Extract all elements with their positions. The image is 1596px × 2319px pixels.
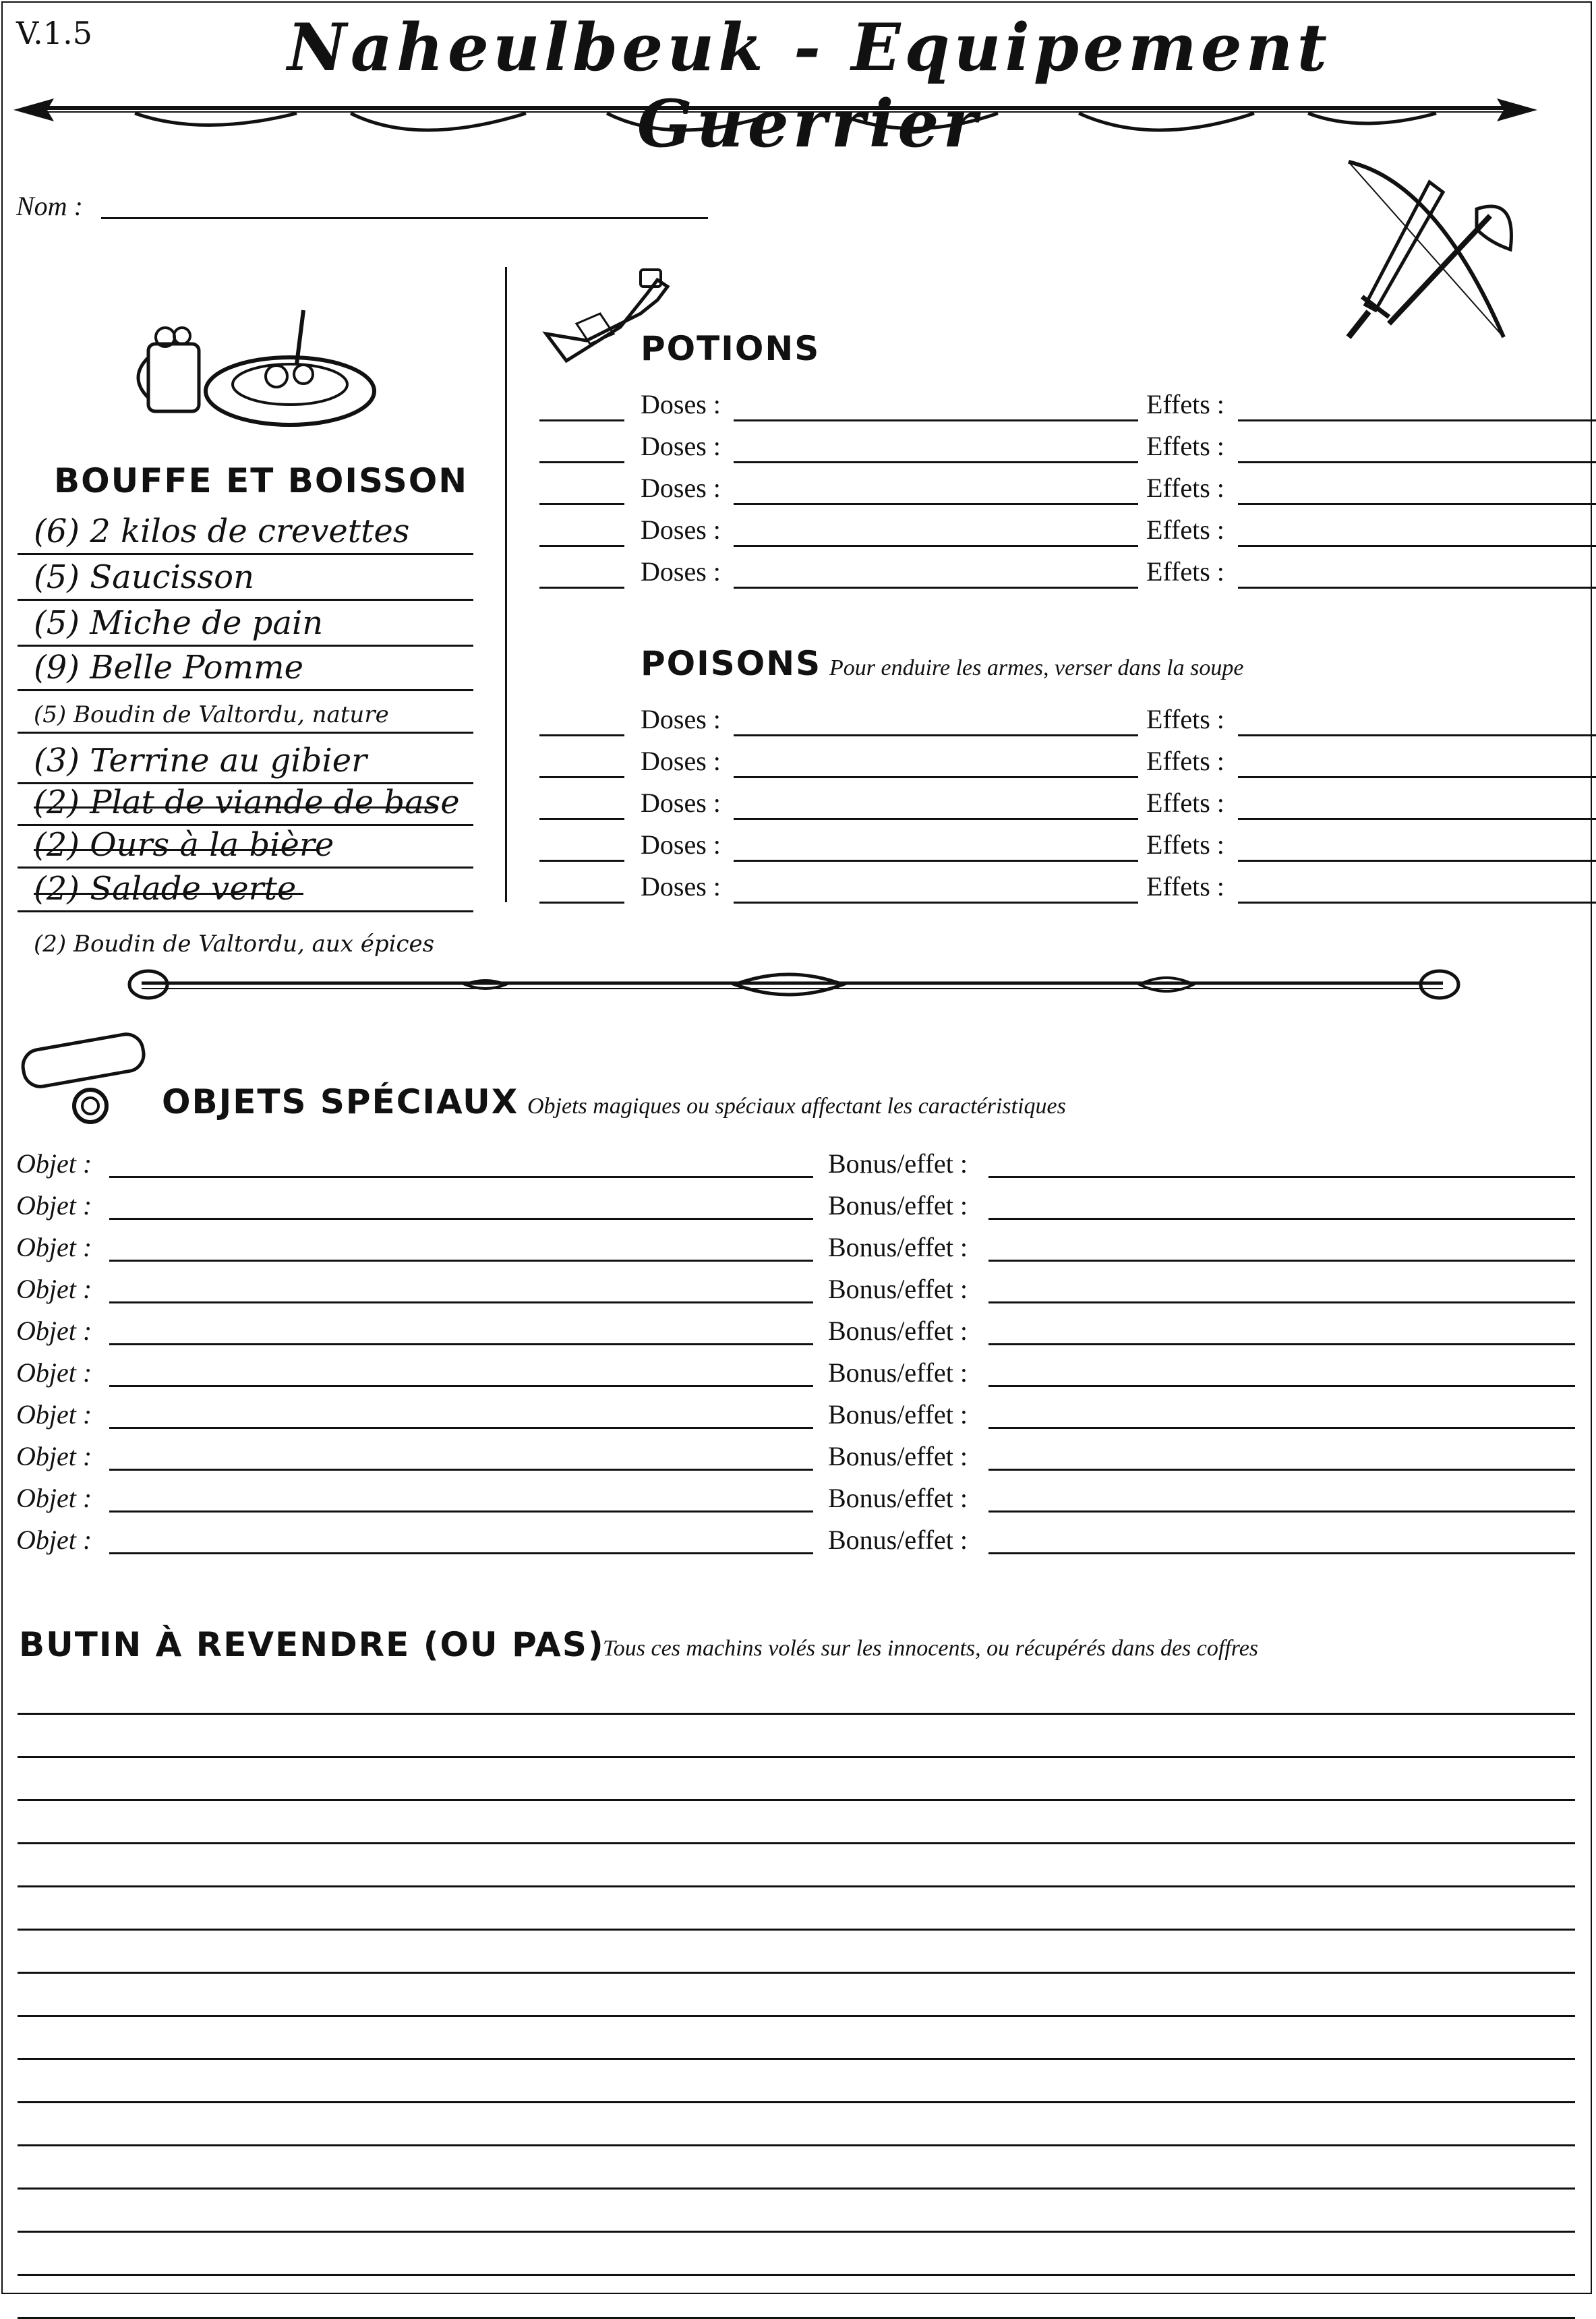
potions-qty-field[interactable] [539, 545, 624, 547]
bonus-label: Bonus/effet : [828, 1274, 968, 1304]
food-item: (2) Plat de viande de base [34, 784, 460, 821]
butin-line[interactable] [18, 2231, 1575, 2233]
doses-label: Doses : [641, 788, 721, 818]
poisons-doses-field[interactable] [734, 818, 1138, 820]
objet-field[interactable] [109, 1510, 813, 1513]
food-line [18, 732, 473, 734]
poisons-qty-field[interactable] [539, 902, 624, 904]
objet-field[interactable] [109, 1176, 813, 1178]
objet-label: Objet : [16, 1274, 92, 1304]
objet-field[interactable] [109, 1385, 813, 1387]
doses-label: Doses : [641, 515, 721, 545]
objet-field[interactable] [109, 1301, 813, 1303]
butin-line[interactable] [18, 1885, 1575, 1887]
effets-label: Effets : [1146, 473, 1224, 503]
poisons-doses-field[interactable] [734, 902, 1138, 904]
bonus-field[interactable] [988, 1260, 1575, 1262]
food-plate-icon [135, 303, 378, 432]
spear-divider-icon [13, 86, 1537, 147]
bonus-label: Bonus/effet : [828, 1399, 968, 1430]
bonus-label: Bonus/effet : [828, 1190, 968, 1221]
food-line [18, 553, 473, 555]
effets-label: Effets : [1146, 829, 1224, 860]
potions-doses-field[interactable] [734, 461, 1138, 463]
doses-label: Doses : [641, 389, 721, 419]
staff-divider-icon [128, 964, 1463, 1005]
effets-label: Effets : [1146, 871, 1224, 902]
objets-note: Objets magiques ou spéciaux affectant les caractéristiques [527, 1094, 1066, 1119]
butin-line[interactable] [18, 2058, 1575, 2060]
bonus-label: Bonus/effet : [828, 1441, 968, 1471]
potions-effets-field[interactable] [1238, 419, 1596, 421]
potions-effets-field[interactable] [1238, 545, 1596, 547]
effets-label: Effets : [1146, 431, 1224, 461]
potions-doses-field[interactable] [734, 545, 1138, 547]
bonus-field[interactable] [988, 1218, 1575, 1220]
poisons-effets-field[interactable] [1238, 776, 1596, 778]
poisons-effets-field[interactable] [1238, 734, 1596, 736]
potions-effets-field[interactable] [1238, 461, 1596, 463]
food-item: (5) Boudin de Valtordu, nature [34, 701, 389, 728]
objet-field[interactable] [109, 1343, 813, 1345]
objet-field[interactable] [109, 1260, 813, 1262]
bonus-field[interactable] [988, 1427, 1575, 1429]
effets-label: Effets : [1146, 746, 1224, 776]
objet-label: Objet : [16, 1190, 92, 1221]
scroll-ring-icon [16, 1028, 151, 1129]
food-item: (6) 2 kilos de crevettes [34, 512, 410, 550]
doses-label: Doses : [641, 704, 721, 734]
bonus-label: Bonus/effet : [828, 1232, 968, 1262]
potions-effets-field[interactable] [1238, 503, 1596, 505]
column-divider [505, 267, 507, 902]
food-item: (2) Ours à la bière [34, 826, 334, 864]
butin-line[interactable] [18, 1972, 1575, 1974]
butin-line[interactable] [18, 1756, 1575, 1758]
potions-doses-field[interactable] [734, 503, 1138, 505]
bonus-label: Bonus/effet : [828, 1525, 968, 1555]
poisons-effets-field[interactable] [1238, 860, 1596, 862]
potions-heading: POTIONS [641, 329, 821, 368]
bonus-field[interactable] [988, 1343, 1575, 1345]
butin-line[interactable] [18, 2101, 1575, 2103]
food-strike [34, 849, 317, 851]
poisons-qty-field[interactable] [539, 776, 624, 778]
objet-label: Objet : [16, 1232, 92, 1262]
objet-label: Objet : [16, 1316, 92, 1346]
butin-line[interactable] [18, 2188, 1575, 2190]
name-label: Nom : [16, 191, 83, 221]
objets-heading: OBJETS SPÉCIAUX [162, 1082, 519, 1121]
objet-field[interactable] [109, 1552, 813, 1554]
objet-label: Objet : [16, 1399, 92, 1430]
food-strike [34, 893, 303, 895]
food-line [18, 910, 473, 912]
objet-label: Objet : [16, 1357, 92, 1388]
poisons-effets-field[interactable] [1238, 818, 1596, 820]
poisons-effets-field[interactable] [1238, 902, 1596, 904]
butin-note: Tous ces machins volés sur les innocents, ou récupérés dans des coffres [603, 1636, 1259, 1661]
poisons-doses-field[interactable] [734, 734, 1138, 736]
doses-label: Doses : [641, 473, 721, 503]
food-item: (5) Saucisson [34, 558, 254, 596]
poisons-note: Pour enduire les armes, verser dans la soupe [829, 655, 1244, 680]
objet-label: Objet : [16, 1441, 92, 1471]
bonus-field[interactable] [988, 1176, 1575, 1178]
poisons-doses-field[interactable] [734, 860, 1138, 862]
butin-line[interactable] [18, 2144, 1575, 2146]
objet-label: Objet : [16, 1148, 92, 1179]
doses-label: Doses : [641, 871, 721, 902]
effets-label: Effets : [1146, 704, 1224, 734]
effets-label: Effets : [1146, 556, 1224, 587]
effets-label: Effets : [1146, 515, 1224, 545]
effets-label: Effets : [1146, 389, 1224, 419]
food-item: (9) Belle Pomme [34, 649, 303, 686]
version-label: V.1.5 [16, 15, 92, 51]
objet-field[interactable] [109, 1427, 813, 1429]
food-item: (2) Salade verte [34, 870, 297, 908]
butin-line[interactable] [18, 1842, 1575, 1844]
butin-line[interactable] [18, 1799, 1575, 1801]
effets-label: Effets : [1146, 788, 1224, 818]
poisons-qty-field[interactable] [539, 818, 624, 820]
butin-line[interactable] [18, 2274, 1575, 2276]
potions-qty-field[interactable] [539, 503, 624, 505]
crossed-weapons-icon [1335, 155, 1524, 351]
objet-field[interactable] [109, 1218, 813, 1220]
bonus-label: Bonus/effet : [828, 1148, 968, 1179]
bonus-label: Bonus/effet : [828, 1316, 968, 1346]
food-strike [34, 806, 438, 809]
bonus-field[interactable] [988, 1552, 1575, 1554]
butin-heading: BUTIN À REVENDRE (OU PAS) [19, 1625, 605, 1664]
poisons-qty-field[interactable] [539, 860, 624, 862]
bonus-field[interactable] [988, 1385, 1575, 1387]
name-field[interactable] [101, 217, 708, 219]
food-line [18, 599, 473, 601]
objet-label: Objet : [16, 1483, 92, 1513]
food-line [18, 867, 473, 869]
food-item: (3) Terrine au gibier [34, 742, 367, 780]
bonus-field[interactable] [988, 1469, 1575, 1471]
potions-qty-field[interactable] [539, 587, 624, 589]
bonus-label: Bonus/effet : [828, 1483, 968, 1513]
bonus-field[interactable] [988, 1510, 1575, 1513]
doses-label: Doses : [641, 746, 721, 776]
doses-label: Doses : [641, 829, 721, 860]
potions-qty-field[interactable] [539, 419, 624, 421]
poisons-qty-field[interactable] [539, 734, 624, 736]
bonus-field[interactable] [988, 1301, 1575, 1303]
potions-doses-field[interactable] [734, 587, 1138, 589]
objet-field[interactable] [109, 1469, 813, 1471]
objet-label: Objet : [16, 1525, 92, 1555]
food-item: (2) Boudin de Valtordu, aux épices [34, 931, 435, 958]
potions-effets-field[interactable] [1238, 587, 1596, 589]
potions-qty-field[interactable] [539, 461, 624, 463]
poisons-heading: POISONS [641, 644, 822, 683]
food-heading: BOUFFE ET BOISSON [54, 461, 469, 500]
food-item: (5) Miche de pain [34, 604, 324, 642]
doses-label: Doses : [641, 431, 721, 461]
page-title: Naheulbeuk - Equipement Guerrier [287, 9, 1331, 162]
bonus-label: Bonus/effet : [828, 1357, 968, 1388]
potions-doses-field[interactable] [734, 419, 1138, 421]
poisons-doses-field[interactable] [734, 776, 1138, 778]
food-line [18, 689, 473, 691]
food-line [18, 645, 473, 647]
butin-line[interactable] [18, 2015, 1575, 2017]
butin-line[interactable] [18, 1929, 1575, 1931]
butin-line[interactable] [18, 1713, 1575, 1715]
doses-label: Doses : [641, 556, 721, 587]
